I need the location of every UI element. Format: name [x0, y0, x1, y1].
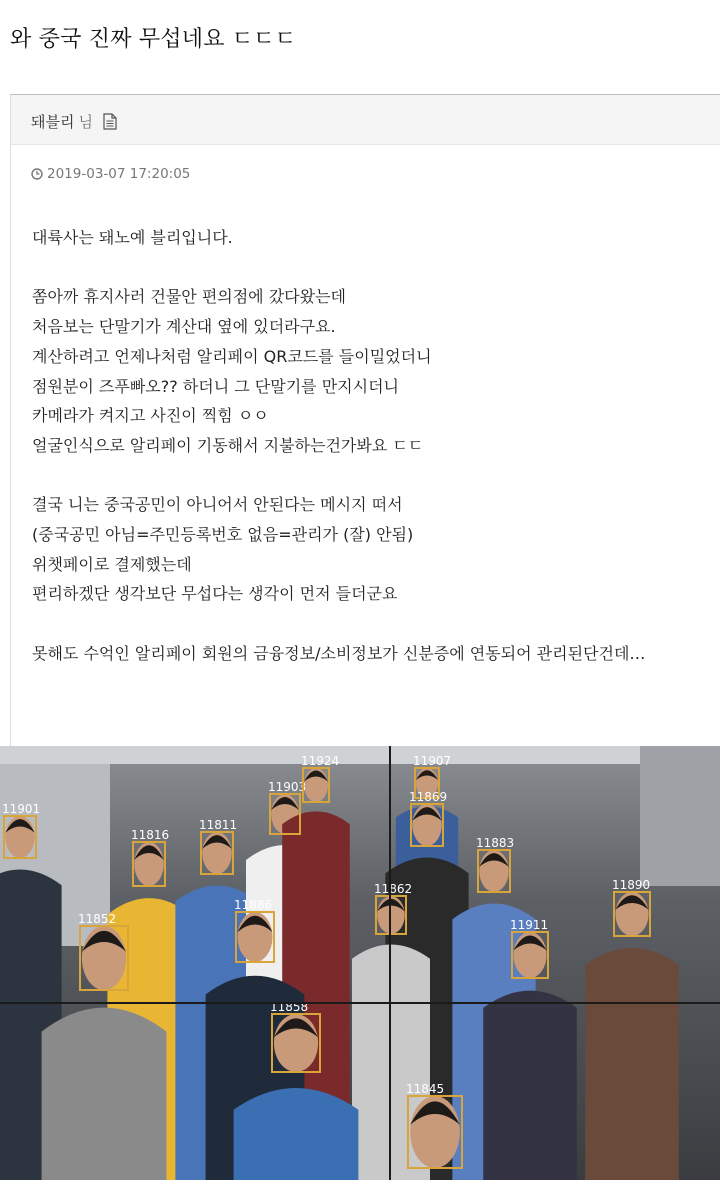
- post-body-line: 쫌아까 휴지사러 건물안 편의점에 갔다왔는데: [32, 287, 347, 307]
- clock-icon: [31, 168, 43, 180]
- face-id-label: 11845: [406, 1082, 445, 1096]
- face-id-label: 11862: [374, 882, 413, 896]
- face-id-label: 11816: [131, 828, 170, 842]
- post-body-line: 위챗페이로 결제했는데: [32, 554, 192, 574]
- person-body: [42, 1008, 167, 1180]
- crowd-facial-recognition-photo: [0, 746, 720, 1180]
- author-bar: [11, 95, 720, 145]
- author-name[interactable]: 돼블리: [31, 113, 75, 131]
- post-body-line: 못해도 수억인 알리페이 회원의 금융정보/소비정보가 신분증에 연동되어 관리된단건데…: [32, 643, 646, 663]
- post-body-line: 처음보는 단말기가 계산대 옆에 있더라구요.: [32, 317, 336, 337]
- face-id-label: 11811: [199, 818, 238, 832]
- photo-canvas: [0, 746, 720, 1180]
- post-body-line: 대륙사는 돼노예 블리입니다.: [32, 228, 233, 247]
- face-id-label: 11903: [268, 780, 307, 794]
- post-body-line: [32, 609, 712, 639]
- face-id-label: 11858: [270, 1000, 309, 1014]
- author-info[interactable]: [31, 111, 117, 132]
- post-date: [31, 166, 190, 182]
- face-id-label: 11852: [78, 912, 117, 926]
- post-body-line: 계산하려고 언제나처럼 알리페이 QR코드를 들이밀었더니: [32, 346, 432, 366]
- face-id-label: 11911: [510, 918, 549, 932]
- person-body: [585, 948, 679, 1180]
- author-suffix: 님: [78, 113, 93, 131]
- document-icon[interactable]: [103, 113, 117, 130]
- post-body-line: 카메라가 켜지고 사진이 찍힘 ㅇㅇ: [32, 406, 269, 426]
- post-card: [10, 94, 720, 754]
- post-body-line: 편리하겠단 생각보단 무섭다는 생각이 먼저 들더군요: [32, 584, 398, 604]
- post-body-line: [32, 253, 712, 283]
- post-body-line: [32, 461, 712, 491]
- post-body-line: (중국공민 아님=주민등록번호 없음=관리가 (잘) 안됨): [32, 525, 414, 545]
- face-id-label: 11890: [612, 878, 651, 892]
- date-text: 2019-03-07 17:20:05: [47, 166, 191, 182]
- post-body-line: 점원분이 즈푸빠오?? 하더니 그 단말기를 만지시더니: [32, 376, 399, 396]
- person-body: [234, 1088, 359, 1180]
- face-id-label: 11886: [234, 898, 273, 912]
- person-body: [483, 991, 577, 1180]
- face-id-label: 11907: [413, 754, 452, 768]
- face-id-label: 11869: [409, 790, 448, 804]
- face-id-label: 11901: [2, 802, 41, 816]
- face-id-label: 11924: [301, 754, 340, 768]
- post-title: 와 중국 진짜 무섭네요 ㄷㄷㄷ: [10, 27, 297, 52]
- face-id-label: 11883: [476, 836, 515, 850]
- post-body-line: 얼굴인식으로 알리페이 기동해서 지불하는건가봐요 ㄷㄷ: [32, 435, 424, 455]
- post-body: [32, 223, 712, 669]
- post-body-line: 결국 니는 중국공민이 아니어서 안된다는 메시지 떠서: [32, 495, 403, 515]
